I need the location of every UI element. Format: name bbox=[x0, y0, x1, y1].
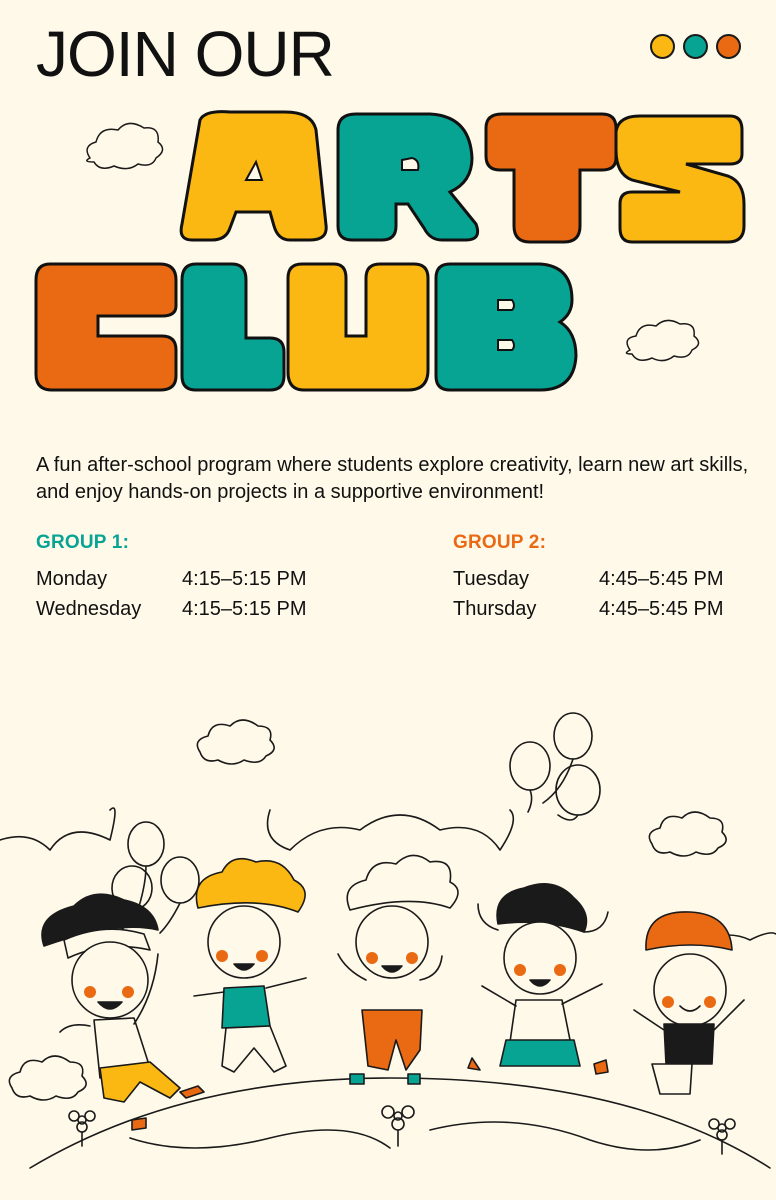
cloud-icon bbox=[87, 123, 163, 168]
kid-illustration bbox=[194, 859, 306, 1072]
color-dots bbox=[650, 34, 741, 59]
group-2-schedule bbox=[453, 532, 753, 624]
flower-icon bbox=[69, 1111, 95, 1146]
session-row bbox=[453, 564, 753, 594]
cloud-icon bbox=[626, 320, 698, 360]
session-time: 4:15–5:15 PM bbox=[182, 568, 307, 590]
title-letter-b bbox=[436, 264, 576, 390]
session-day: Wednesday bbox=[36, 598, 142, 620]
session-day: Thursday bbox=[453, 598, 537, 620]
intro-text: A fun after-school program where students explore creativity, learn new art skills, and enjoy hands-on projects in a supportive environment! bbox=[36, 454, 749, 503]
title-letter-s bbox=[616, 116, 744, 242]
session-time: 4:15–5:15 PM bbox=[182, 598, 307, 620]
arts-club-title-art bbox=[0, 100, 776, 400]
title-letter-t bbox=[486, 114, 616, 242]
flower-icon bbox=[382, 1106, 414, 1146]
headline: JOIN OUR bbox=[36, 18, 334, 90]
kid-illustration bbox=[338, 855, 458, 1084]
cloud-icon bbox=[197, 720, 274, 764]
title-letter-c bbox=[36, 264, 176, 390]
session-day: Monday bbox=[36, 568, 108, 590]
teal-dot bbox=[683, 34, 708, 59]
balloon-icon bbox=[510, 713, 600, 820]
group-1-title: GROUP 1: bbox=[36, 532, 130, 553]
cloud-icon bbox=[9, 1056, 86, 1100]
group-1-schedule bbox=[36, 532, 336, 624]
session-time: 4:45–5:45 PM bbox=[599, 598, 724, 620]
kid-illustration bbox=[468, 884, 608, 1074]
session-day: Tuesday bbox=[453, 568, 529, 590]
session-time: 4:45–5:45 PM bbox=[599, 568, 724, 590]
title-letter-r bbox=[338, 114, 478, 240]
group-2-title: GROUP 2: bbox=[453, 532, 547, 553]
title-letter-l bbox=[182, 264, 284, 390]
title-letter-u bbox=[288, 264, 428, 390]
title-letter-a bbox=[181, 112, 326, 240]
yellow-dot bbox=[650, 34, 675, 59]
kid-illustration bbox=[634, 912, 744, 1094]
session-row bbox=[36, 594, 336, 624]
session-row bbox=[453, 594, 753, 624]
session-row bbox=[36, 564, 336, 594]
kids-illustration bbox=[0, 640, 776, 1200]
orange-dot bbox=[716, 34, 741, 59]
cloud-icon bbox=[649, 812, 726, 856]
